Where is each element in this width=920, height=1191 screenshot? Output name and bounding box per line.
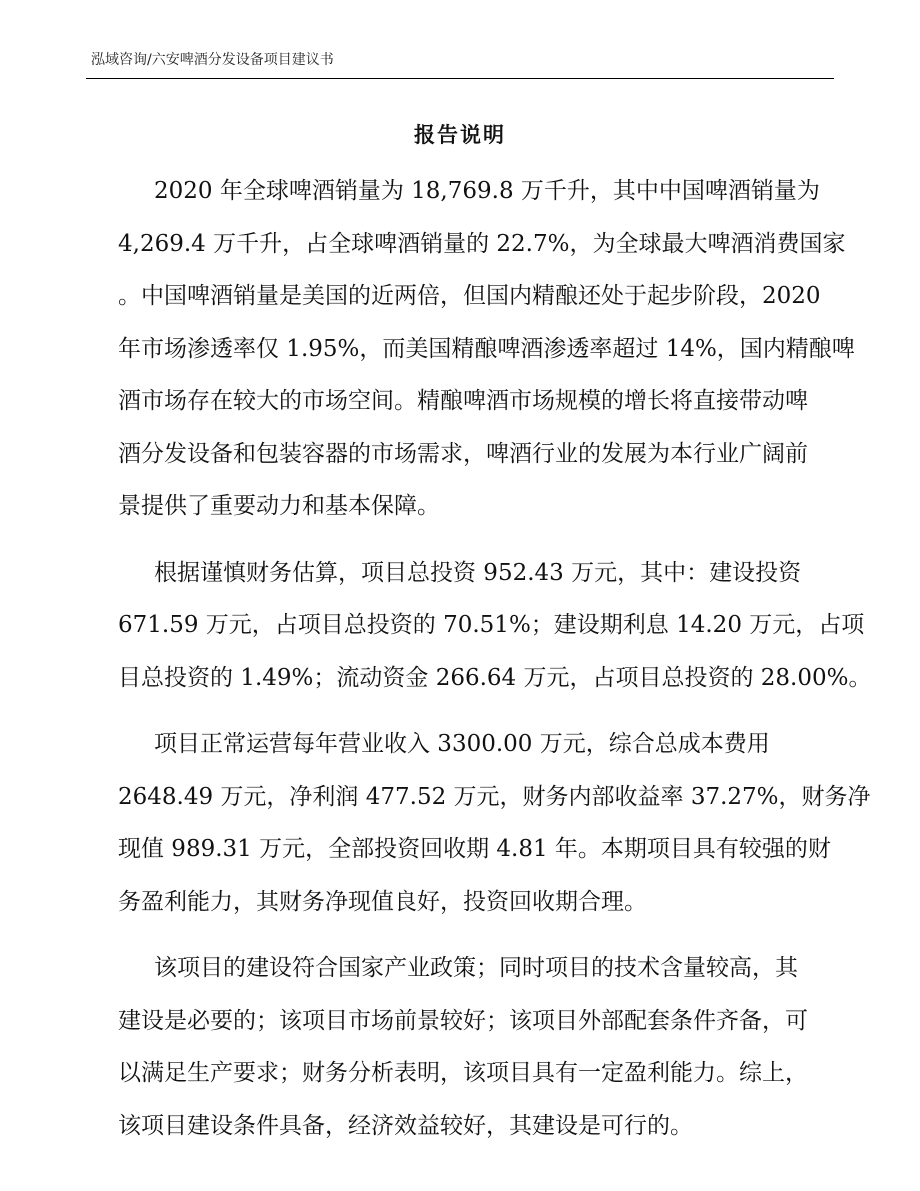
- paragraph-conclusion: [118, 942, 808, 1152]
- text-line: 年市场渗透率仅 1.95%，而美国精酿啤酒渗透率超过 14%，国内精酿啤: [118, 335, 855, 362]
- text-line: 景提供了重要动力和基本保障。: [118, 493, 440, 519]
- paragraph-financials: [118, 718, 871, 928]
- text-line: 酒市场存在较大的市场空间。精酿啤酒市场规模的增长将直接带动啤: [118, 388, 808, 414]
- section-title: 报告说明: [414, 123, 506, 147]
- paragraph-market: [118, 165, 855, 533]
- text-line: 4,269.4 万千升，占全球啤酒销量的 22.7%，为全球最大啤酒消费国家: [118, 230, 846, 257]
- text-line: 该项目的建设符合国家产业政策；同时项目的技术含量较高，其: [154, 955, 798, 981]
- text-line: 现值 989.31 万元，全部投资回收期 4.81 年。本期项目具有较强的财: [118, 836, 831, 862]
- text-line: 。中国啤酒销量是美国的近两倍，但国内精酿还处于起步阶段，2020: [118, 283, 821, 309]
- text-line: 根据谨慎财务估算，项目总投资 952.43 万元，其中：建设投资: [154, 559, 802, 586]
- running-header: 泓域咨询/六安啤酒分发设备项目建议书: [91, 52, 334, 68]
- text-line: 项目正常运营每年营业收入 3300.00 万元，综合总成本费用: [154, 731, 770, 757]
- text-line: 务盈利能力，其财务净现值良好，投资回收期合理。: [118, 888, 647, 915]
- text-line: 2020 年全球啤酒销量为 18,769.8 万千升，其中中国啤酒销量为: [154, 178, 820, 204]
- text-line: 酒分发设备和包装容器的市场需求，啤酒行业的发展为本行业广阔前: [118, 440, 808, 467]
- text-line: 建设是必要的；该项目市场前景较好；该项目外部配套条件齐备，可: [118, 1007, 808, 1034]
- text-line: 671.59 万元，占项目总投资的 70.51%；建设期利息 14.20 万元，占项: [118, 612, 865, 638]
- body-text: [118, 165, 872, 1152]
- text-line: 2648.49 万元，净利润 477.52 万元，财务内部收益率 37.27%，财务净: [118, 783, 871, 810]
- paragraph-investment: [118, 547, 872, 705]
- text-line: 以满足生产要求；财务分析表明，该项目具有一定盈利能力。综上，: [118, 1060, 808, 1086]
- header-divider: [86, 78, 834, 79]
- text-line: 目总投资的 1.49%；流动资金 266.64 万元，占项目总投资的 28.00%。: [118, 664, 872, 691]
- text-line: 该项目建设条件具备，经济效益较好，其建设是可行的。: [118, 1112, 693, 1139]
